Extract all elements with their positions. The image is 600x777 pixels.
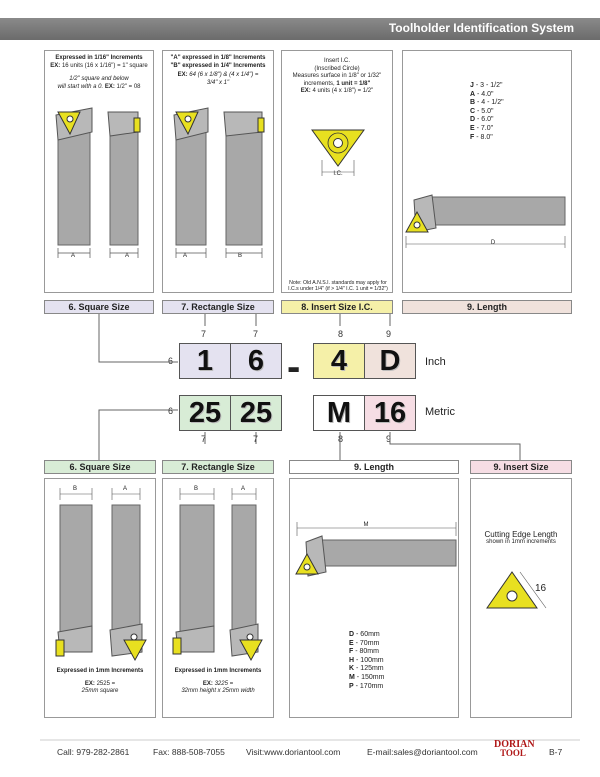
code-dash: - xyxy=(287,345,301,389)
footer-phone: Call: 979-282-2861 xyxy=(57,747,130,757)
toolholder-icon xyxy=(56,488,92,656)
position-number: 7 xyxy=(201,434,207,444)
label-square-size: 6. Square Size xyxy=(44,300,154,314)
position-number: 7 xyxy=(201,329,207,339)
dim-m-label: M xyxy=(363,522,369,528)
dim-a-label: A xyxy=(124,253,129,259)
toolholder-icon xyxy=(174,108,208,245)
position-number: 6 xyxy=(168,406,174,416)
label-rectangle-size: 7. Rectangle Size xyxy=(162,300,274,314)
insert-edge-value: 16 xyxy=(535,583,547,594)
length-list-item: B - 4 - 1/2" xyxy=(470,99,504,107)
label-insert-size-metric: 9. Insert Size xyxy=(470,460,572,474)
insert-metric-text: Cutting Edge Length shown in 1mm increments xyxy=(484,530,558,545)
insert-ic-label: I.C. xyxy=(333,171,343,177)
insert-triangle-icon xyxy=(487,572,546,608)
toolholder-icon xyxy=(173,488,214,654)
length-list-item: M - 150mm xyxy=(349,673,385,681)
inch-code-box-rect: 6 xyxy=(230,343,282,379)
length-list-item: F - 80mm xyxy=(349,648,379,656)
dim-b-label: B xyxy=(193,486,198,492)
metric-label: Metric xyxy=(425,406,455,418)
metric-code-box-insert: 16 xyxy=(364,395,416,431)
position-number: 8 xyxy=(338,329,344,339)
metric-code-box-square: 25 xyxy=(179,395,231,431)
inch-label: Inch xyxy=(425,356,446,368)
inch-code-box-length: D xyxy=(364,343,416,379)
rect-metric-text: Expressed in 1mm Increments EX: 3225 = 32mm height x 25mm width xyxy=(174,668,262,694)
position-number: 7 xyxy=(253,329,259,339)
length-list-item: H - 100mm xyxy=(349,656,384,664)
footer-fax: Fax: 888-508-7055 xyxy=(153,747,225,757)
insert-inch-text: Insert I.C. (Inscribed Circle) Measures surface in 1/8" or 1/32" increments, 1 unit = 1/8" EX: 4 units (4 x 1/8") = 1/2" xyxy=(292,58,382,94)
dim-a-label: A xyxy=(70,253,75,259)
insert-note: Note: Old A.N.S.I. standards may apply for I.C.s under 1/4" (if > 1/4" I.C. 1 unit = 1/32") xyxy=(288,280,388,292)
label-insert-size: 8. Insert Size I.C. xyxy=(281,300,393,314)
toolholder-icon xyxy=(296,522,456,576)
length-list-item: A - 4.0" xyxy=(470,90,494,98)
dim-a-label: A xyxy=(182,253,187,259)
dorian-logo: DORIAN TOOL xyxy=(494,739,535,758)
toolholder-icon xyxy=(406,195,565,248)
length-list-item: K - 125mm xyxy=(349,665,384,673)
toolholder-icon xyxy=(230,488,262,660)
label-rectangle-size-metric: 7. Rectangle Size xyxy=(162,460,274,474)
position-number: 8 xyxy=(338,434,344,444)
length-list-item: D - 6.0" xyxy=(470,116,494,124)
metric-code-box-rect: 25 xyxy=(230,395,282,431)
page-title: Toolholder Identification System xyxy=(388,21,574,35)
metric-code-box-length: M xyxy=(313,395,365,431)
square-metric-text: Expressed in 1mm Increments EX: 2525 = 25mm square xyxy=(56,668,144,694)
length-list-item: J - 3 - 1/2" xyxy=(470,82,503,89)
insert-triangle-icon xyxy=(312,130,364,176)
length-list-item: C - 5.0" xyxy=(470,107,494,115)
toolholder-icon xyxy=(56,108,92,245)
dim-b-label: B xyxy=(72,486,77,492)
footer-email[interactable]: E-mail:sales@doriantool.com xyxy=(367,747,478,757)
label-square-size-metric: 6. Square Size xyxy=(44,460,156,474)
connector-lines xyxy=(99,314,520,460)
dim-a-label: A xyxy=(240,486,245,492)
inch-code-box-square: 1 xyxy=(179,343,231,379)
dim-a-label: A xyxy=(122,486,127,492)
square-inch-text: Expressed in 1/16" Increments EX: 16 units (16 x 1/16") = 1" square 1/2" square and below will start with a 0. EX: 1/2" = 08 xyxy=(50,55,148,90)
length-list-item: F - 8.0" xyxy=(470,133,493,141)
rect-inch-text: "A" expressed in 1/8" Increments "B" expressed in 1/4" Increments EX: 64 (6 x 1/8") & (4 x 1/4") = 3/4" x 1" xyxy=(170,55,266,86)
footer-website[interactable]: Visit:www.doriantool.com xyxy=(246,747,341,757)
position-number: 7 xyxy=(253,434,259,444)
dim-b-label: B xyxy=(237,253,242,259)
position-number: 6 xyxy=(168,356,174,366)
length-list-item: D - 60mm xyxy=(349,631,380,638)
toolholder-icon xyxy=(108,112,140,245)
length-list-item: E - 70mm xyxy=(349,639,380,647)
toolholder-icon xyxy=(110,488,146,660)
position-number: 9 xyxy=(386,434,392,444)
label-length-metric: 9. Length xyxy=(289,460,459,474)
length-list-item: P - 170mm xyxy=(349,682,384,690)
page-number: B-7 xyxy=(549,747,563,757)
toolholder-icon xyxy=(224,112,264,245)
position-number: 9 xyxy=(386,329,392,339)
length-list-item: E - 7.0" xyxy=(470,124,494,132)
label-length: 9. Length xyxy=(402,300,572,314)
dim-d-label: D xyxy=(490,240,496,246)
inch-code-box-insert: 4 xyxy=(313,343,365,379)
